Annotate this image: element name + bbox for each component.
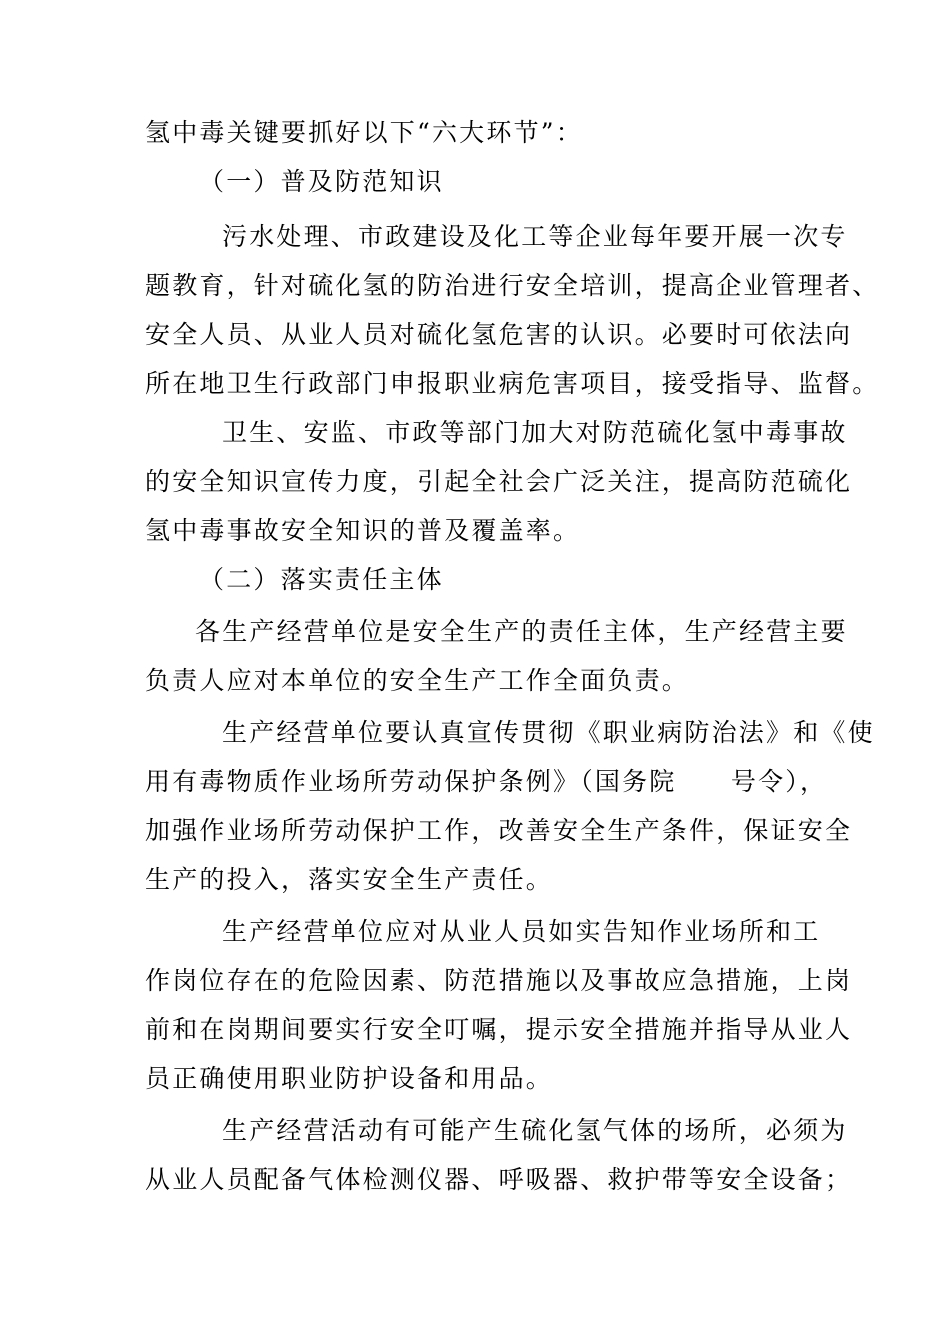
text-line: 从业人员配备气体检测仪器、呼吸器、救护带等安全设备； <box>145 1165 853 1194</box>
section-heading-2: （二）落实责任主体 <box>199 565 444 594</box>
text-line: 卫生、安监、市政等部门加大对防范硫化氢中毒事故 <box>222 418 848 447</box>
text-line: 负责人应对本单位的安全生产工作全面负责。 <box>145 666 690 695</box>
text-line: 污水处理、市政建设及化工等企业每年要开展一次专 <box>222 222 848 251</box>
text-line: 的安全知识宣传力度，引起全社会广泛关注，提高防范硫化 <box>145 467 853 496</box>
text-line: 所在地卫生行政部门申报职业病危害项目，接受指导、监督。 <box>145 369 880 398</box>
text-line: 作岗位存在的危险因素、防范措施以及事故应急措施，上岗 <box>145 966 853 995</box>
text-line: 生产经营单位要认真宣传贯彻《职业病防治法》和《使 <box>222 718 875 747</box>
text-line: 各生产经营单位是安全生产的责任主体，生产经营主要 <box>195 617 848 646</box>
text-line: 员正确使用职业防护设备和用品。 <box>145 1064 554 1093</box>
section-heading-1: （一）普及防范知识 <box>199 167 444 196</box>
text-line: 前和在岗期间要实行安全叮嘱，提示安全措施并指导从业人 <box>145 1015 853 1044</box>
text-line: 安全人员、从业人员对硫化氢危害的认识。必要时可依法向 <box>145 320 853 349</box>
text-line: 题教育，针对硫化氢的防治进行安全培训，提高企业管理者、 <box>145 271 880 300</box>
text-line: 生产的投入，落实安全生产责任。 <box>145 865 554 894</box>
text-line: 用有毒物质作业场所劳动保护条例》（国务院 号令）， <box>145 767 828 796</box>
text-line: 氢中毒事故安全知识的普及覆盖率。 <box>145 516 581 545</box>
text-line: 氢中毒关键要抓好以下“六大环节”： <box>145 118 583 147</box>
text-line: 生产经营单位应对从业人员如实告知作业场所和工 <box>222 917 821 946</box>
text-line: 生产经营活动有可能产生硫化氢气体的场所，必须为 <box>222 1116 848 1145</box>
text-line: 加强作业场所劳动保护工作，改善安全生产条件，保证安全 <box>145 816 853 845</box>
